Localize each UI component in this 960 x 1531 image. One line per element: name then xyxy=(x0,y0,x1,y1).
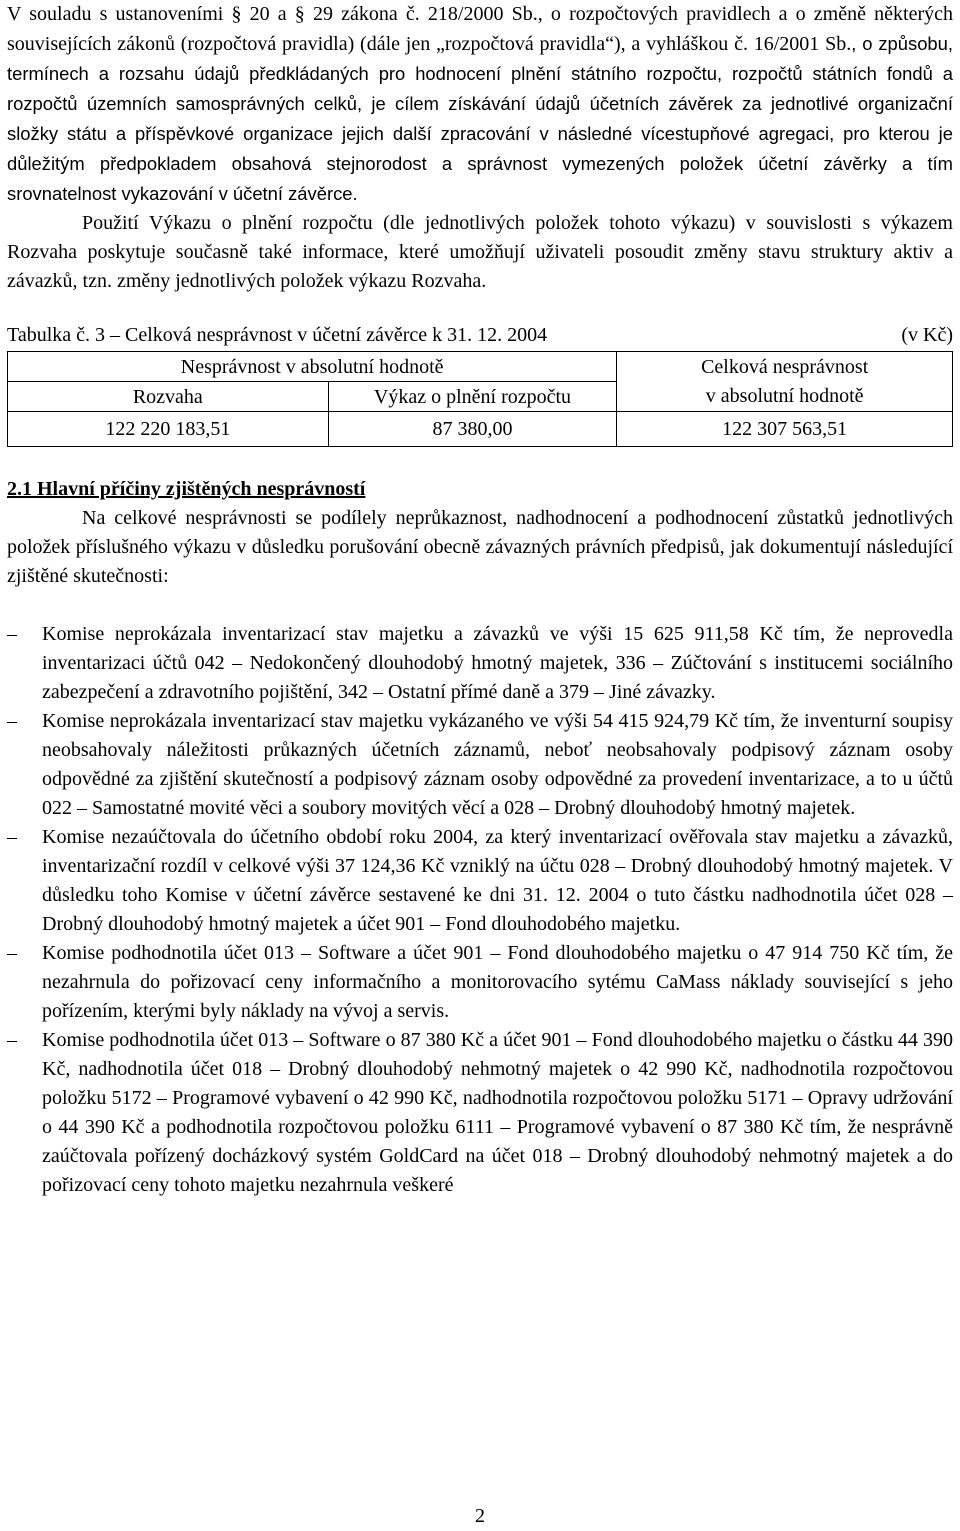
cell-vykaz: 87 380,00 xyxy=(328,412,617,447)
intro-paragraph-2: Použití Výkazu o plnění rozpočtu (dle jednotlivých položek tohoto výkazu) v souvislosti s výkazem Rozvaha poskytuje současně také informace, které umožňují uživateli posoudit změny stavu struktury aktiv a závazků, tzn. změny jednotlivých položek výkazu Rozvaha. xyxy=(7,212,953,292)
table-caption: Tabulka č. 3 – Celková nesprávnost v účetní závěrce k 31. 12. 2004 xyxy=(7,324,548,346)
dash-bullet-icon: – xyxy=(7,623,17,645)
inaccuracy-table xyxy=(7,351,953,447)
list-item xyxy=(7,1026,953,1200)
cell-rozvaha: 122 220 183,51 xyxy=(8,412,329,447)
table-row xyxy=(8,412,953,447)
intro-paragraph-1-sans: , o způsobu, termínech a rozsahu údajů předkládaných pro hodnocení plnění státního rozpočtu, rozpočtů státních fondů a rozpočtů územních samosprávných celků, je cílem získávání údajů účetních závěrek za jednotlivé organizační složky státu a příspěvkové organizace jejich další zpracování v následné vícestupňové agregaci, pro kterou je důležitým předpokladem obsahová stejnorodost a správnost vymezených položek účetní závěrky a tím srovnatelnost vykazování v účetní závěrce. xyxy=(7,33,953,204)
dash-bullet-icon: – xyxy=(7,710,17,732)
header-rozvaha-cell: Rozvaha xyxy=(8,382,329,412)
list-item xyxy=(7,620,953,707)
page-number: 2 xyxy=(475,1505,485,1527)
findings-list xyxy=(7,620,953,1200)
list-item-text: Komise nezaúčtovala do účetního období roku 2004, za který inventarizací ověřovala stav majetku a závazků, inventarizační rozdíl v celkové výši 37 124,36 Kč vzniklý na účtu 028 – Drobný dlouhodobý hmotný majetek. V důsledku toho Komise v účetní závěrce sestavené ke dni 31. 12. 2004 o tuto částku nadhodnotila účet 028 – Drobný dlouhodobý hmotný majetek a účet 901 – Fond dlouhodobého majetku. xyxy=(42,826,953,935)
header-group-cell: Nesprávnost v absolutní hodnotě xyxy=(8,352,617,382)
dash-bullet-icon: – xyxy=(7,942,17,964)
header-total-line1: Celková nesprávnost xyxy=(701,355,869,378)
cell-total: 122 307 563,51 xyxy=(617,412,953,447)
intro-paragraph-1-serif: V souladu s ustanoveními § 20 a § 29 zákona č. 218/2000 Sb., o rozpočtových pravidlech a o změně některých souvisejících zákonů (rozpočtová pravidla) (dále jen „rozpočtová pravidla“), a vyhláškou č. 16/2001 Sb. xyxy=(7,3,953,55)
list-item xyxy=(7,823,953,939)
table-unit: (v Kč) xyxy=(901,324,953,346)
section-intro: Na celkové nesprávnosti se podílely neprůkaznost, nadhodnocení a podhodnocení zůstatků jednotlivých položek příslušného výkazu v důsledku porušování obecně závazných právních předpisů, jak dokumentují následující zjištěné skutečnosti: xyxy=(7,507,953,587)
header-total-cell xyxy=(617,352,953,412)
list-item-text: Komise neprokázala inventarizací stav majetku vykázaného ve výši 54 415 924,79 Kč tím, že inventurní soupisy neobsahovaly náležitosti průkazných účetních záznamů, neboť neobsahovaly podpisový záznam osoby odpovědné za zjištění skutečností a podpisový záznam osoby odpovědné za provedení inventarizace, a to u účtů 022 – Samostatné movité věci a soubory movitých věcí a 028 – Drobný dlouhodobý hmotný majetek. xyxy=(42,710,953,819)
list-item xyxy=(7,707,953,823)
list-item xyxy=(7,939,953,1026)
section-heading: 2.1 Hlavní příčiny zjištěných nesprávností xyxy=(7,478,366,500)
header-total-line2: v absolutní hodnotě xyxy=(705,384,864,407)
header-vykaz-cell: Výkaz o plnění rozpočtu xyxy=(328,382,617,412)
list-item-text: Komise neprokázala inventarizací stav majetku a závazků ve výši 15 625 911,58 Kč tím, že neprovedla inventarizaci účtů 042 – Nedokončený dlouhodobý hmotný majetek, 336 – Zúčtování s institucemi sociálního zabezpečení a zdravotního pojištění, 342 – Ostatní přímé daně a 379 – Jiné závazky. xyxy=(42,623,953,703)
intro-paragraph-1 xyxy=(7,0,953,209)
dash-bullet-icon: – xyxy=(7,1029,17,1051)
document-page xyxy=(7,0,953,1200)
table-header-row-1 xyxy=(8,352,953,382)
table-caption-row xyxy=(7,321,953,350)
dash-bullet-icon: – xyxy=(7,826,17,848)
list-item-text: Komise podhodnotila účet 013 – Software o 87 380 Kč a účet 901 – Fond dlouhodobého majetku o částku 44 390 Kč, nadhodnotila účet 018 – Drobný dlouhodobý nehmotný majetek o 42 990 Kč, nadhodnotila rozpočtovou položku 5172 – Programové vybavení o 42 990 Kč, nadhodnotila rozpočtovou položku 5171 – Opravy udržování o 44 390 Kč a podhodnotila rozpočtovou položku 6111 – Programové vybavení o 87 380 Kč tím, že nesprávně zaúčtovala pořízený docházkový systém GoldCard na účet 018 – Drobný dlouhodobý nehmotný majetek a do pořizovací ceny tohoto majetku nezahrnula veškeré xyxy=(42,1029,953,1196)
list-item-text: Komise podhodnotila účet 013 – Software a účet 901 – Fond dlouhodobého majetku o 47 914 750 Kč tím, že nezahrnula do pořizovací ceny informačního a monitorovacího sytému CaMass náklady související s jeho pořízením, kterými byly náklady na vývoj a servis. xyxy=(42,942,953,1022)
